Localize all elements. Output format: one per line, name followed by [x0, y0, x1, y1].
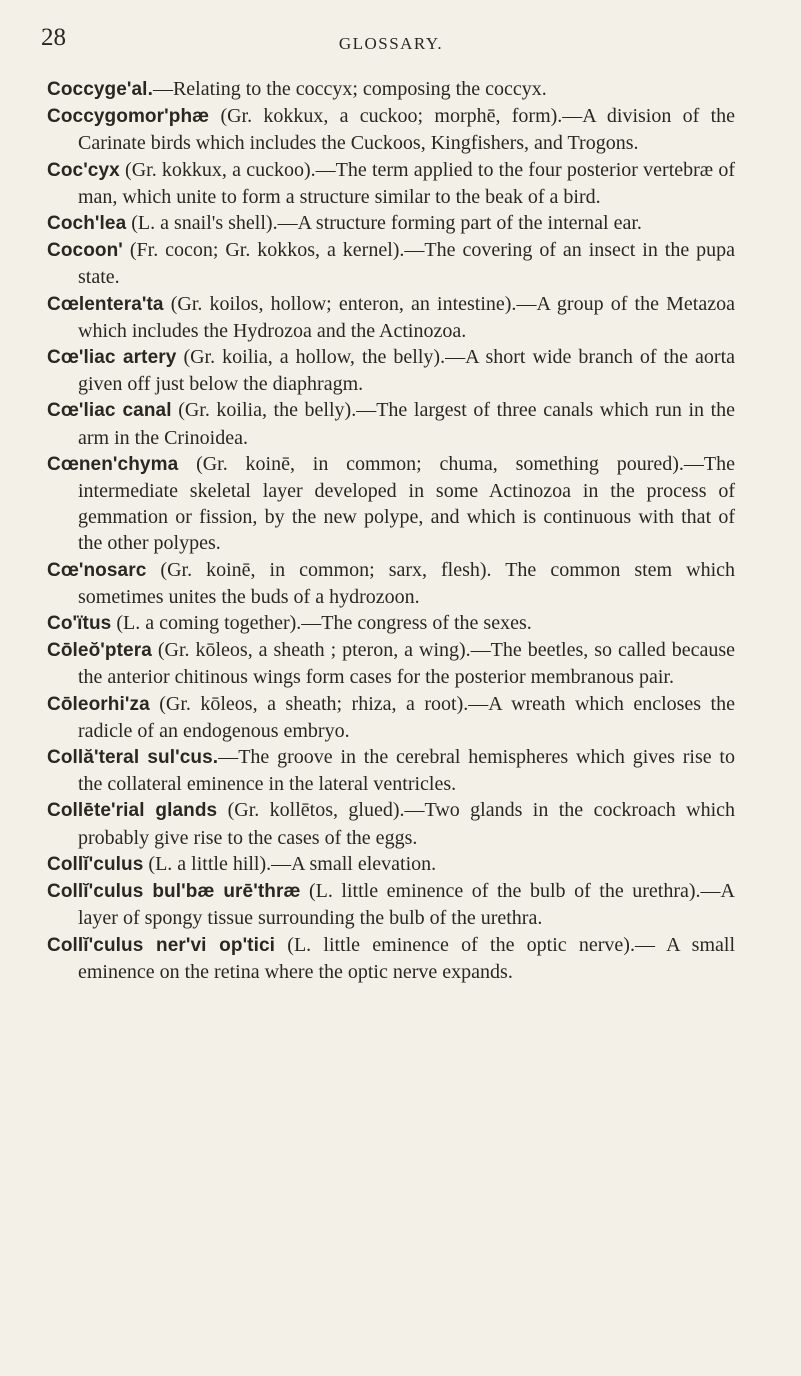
- entry-definition: —A small elevation.: [271, 852, 437, 875]
- entry-headword: Collĭ'culus bul'bæ urē'thræ: [47, 881, 301, 903]
- entry-headword: Cōleŏ'ptera: [47, 640, 152, 662]
- entry-headword: Cocoon': [47, 240, 123, 262]
- entry-headword: Cœlentera'ta: [47, 293, 164, 315]
- entry-definition: —A wreath which encloses the radicle of an endogenous embryo.: [78, 692, 735, 742]
- entry-definition: —The beetles, so called because the anterior chitinous wings form cases for the posterior membranous pair.: [78, 639, 735, 689]
- entry-headword: Co'ïtus: [47, 613, 112, 635]
- entry-etymology: (Fr. cocon; Gr. kokkos, a kernel).: [129, 239, 405, 262]
- entry-headword: Cōleorhi'za: [47, 693, 150, 715]
- entry-definition: —A short wide branch of the aorta given off just below the diaphragm.: [78, 346, 736, 396]
- glossary-entry: [47, 344, 735, 397]
- entry-headword: Coch'lea: [47, 213, 127, 235]
- entry-definition: —A division of the Carinate birds which includes the Cuckoos, Kingfishers, and Trogons.: [78, 105, 736, 155]
- page-number: 28: [41, 24, 66, 51]
- entry-headword: Collēte'rial glands: [47, 800, 218, 822]
- glossary-entry: [47, 291, 735, 344]
- entry-headword: Cœ'nosarc: [47, 559, 147, 581]
- entry-etymology: (Gr. koilia, a hollow, the belly).: [183, 346, 446, 369]
- entry-definition: —The intermediate skeletal layer developed in some Actinozoa in the process of gemmation or fission, by the new polype, and which is continuous with that of the other polypes.: [78, 452, 736, 555]
- glossary-entry: [47, 932, 735, 985]
- entry-definition: —Relating to the coccyx; composing the coccyx.: [152, 78, 547, 100]
- glossary-entry: [47, 157, 735, 210]
- entry-definition: —A layer of spongy tissue surrounding the bulb of the urethra.: [78, 880, 735, 930]
- entry-headword: Cœ'liac artery: [47, 347, 177, 369]
- entry-etymology: (L. little eminence of the bulb of the urethra).: [309, 880, 701, 903]
- entry-etymology: (L. little eminence of the optic nerve).: [287, 933, 635, 956]
- entry-headword: Cœnen'chyma: [47, 453, 179, 475]
- entry-etymology: (Gr. koinē, in common; sarx, flesh).: [160, 558, 492, 581]
- glossary-entry: [47, 610, 735, 637]
- entry-headword: Cœ'liac canal: [47, 400, 172, 422]
- entry-etymology: (Gr. kokkux, a cuckoo).: [125, 158, 316, 181]
- entry-definition: —The covering of an insect in the pupa state.: [78, 239, 735, 289]
- glossary-entry: [47, 878, 735, 931]
- entry-etymology: (Gr. kōleos, a sheath ; pteron, a wing).: [157, 639, 471, 662]
- page-title: GLOSSARY.: [338, 34, 444, 53]
- glossary-entries: [47, 76, 735, 985]
- entry-etymology: (Gr. koinē, in common; chuma, something poured).: [196, 452, 684, 475]
- entry-etymology: (Gr. kōleos, a sheath; rhiza, a root).: [159, 692, 469, 715]
- entry-definition: —A structure forming part of the internal ear.: [277, 212, 642, 235]
- entry-etymology: (Gr. koilia, the belly).: [178, 399, 357, 422]
- entry-headword: Collă'teral sul'cus.: [47, 747, 219, 769]
- entry-etymology: (L. a snail's shell).: [131, 212, 278, 235]
- glossary-entry: [47, 691, 735, 744]
- glossary-entry: [47, 76, 735, 103]
- glossary-entry: [47, 103, 735, 156]
- glossary-entry: [47, 210, 735, 237]
- glossary-entry: [47, 397, 735, 450]
- entry-definition: —The congress of the sexes.: [301, 612, 532, 635]
- glossary-entry: [47, 851, 735, 878]
- glossary-entry: [47, 797, 735, 850]
- running-header: [41, 22, 735, 58]
- entry-definition: —A group of the Metazoa which includes the Hydrozoa and the Actinozoa.: [78, 292, 735, 342]
- entry-etymology: (Gr. kollētos, glued).: [227, 799, 405, 822]
- entry-etymology: (L. a little hill).: [148, 852, 272, 875]
- glossary-entry: [47, 637, 735, 690]
- glossary-entry: [47, 451, 735, 557]
- entry-definition: —The groove in the cerebral hemispheres which gives rise to the collateral eminence in the lateral ventricles.: [78, 746, 735, 796]
- entry-etymology: (Gr. koilos, hollow; enteron, an intestine).: [170, 292, 517, 315]
- entry-headword: Coccygomor'phæ: [47, 106, 210, 128]
- entry-definition: —The term applied to the four posterior vertebræ of man, which unite to form a structure similar to the beak of a bird.: [78, 158, 735, 208]
- glossary-entry: [47, 557, 735, 610]
- glossary-entry: [47, 237, 735, 290]
- entry-definition: —The largest of three canals which run in the arm in the Crinoidea.: [78, 399, 736, 449]
- entry-headword: Collĭ'culus: [47, 853, 144, 875]
- entry-headword: Coc'cyx: [47, 159, 120, 181]
- entry-etymology: (Gr. kokkux, a cuckoo; morphē, form).: [220, 105, 563, 128]
- entry-etymology: (L. a coming together).: [116, 612, 302, 635]
- glossary-entry: [47, 744, 735, 797]
- entry-definition: The common stem which sometimes unites the buds of a hydrozoon.: [78, 558, 736, 608]
- entry-definition: —Two glands in the cockroach which probably give rise to the cases of the eggs.: [78, 799, 736, 849]
- entry-headword: Coccyge'al.: [47, 79, 153, 100]
- entry-headword: Collĭ'culus ner'vi op'tici: [47, 934, 276, 956]
- entry-definition: — A small eminence on the retina where the optic nerve expands.: [78, 933, 736, 983]
